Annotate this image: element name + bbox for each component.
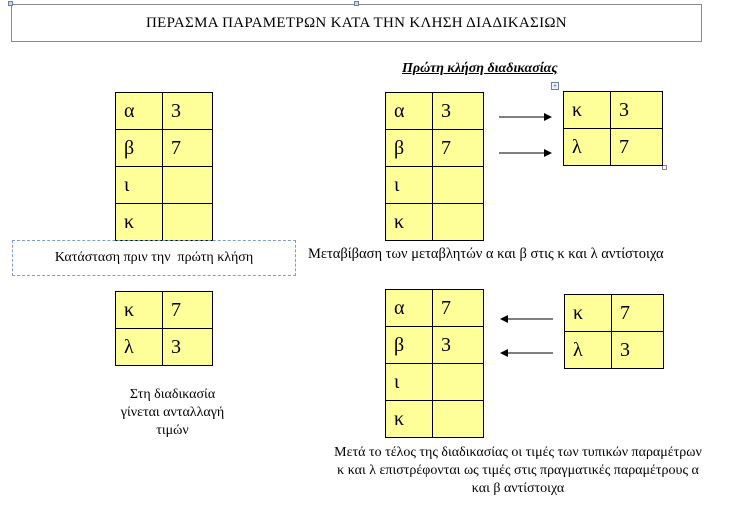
var-value-cell: 3	[611, 92, 663, 129]
var-name-cell: κ	[386, 204, 433, 241]
var-name-cell: λ	[564, 129, 611, 166]
var-value-cell: 3	[163, 329, 213, 366]
var-name-cell: κ	[565, 295, 612, 332]
var-name-cell: λ	[116, 329, 163, 366]
var-name-cell: β	[116, 130, 163, 167]
var-name-cell: κ	[116, 204, 163, 241]
var-name-cell: β	[386, 130, 433, 167]
var-name-cell: ι	[116, 167, 163, 204]
var-name-cell: α	[116, 93, 163, 130]
var-value-cell: 7	[163, 130, 213, 167]
return-caption-line: κ και λ επιστρέφονται ως τιμές στις πραγματικές παραμέτρους α	[337, 463, 699, 478]
var-value-cell: 3	[163, 93, 213, 130]
var-name-cell: ι	[386, 364, 433, 401]
var-name-cell: α	[386, 290, 433, 327]
var-name-cell: λ	[565, 332, 612, 369]
var-value-cell: 7	[163, 292, 213, 329]
swap-caption-line: τιμών	[156, 423, 189, 438]
var-name-cell: β	[386, 327, 433, 364]
return-caption-line: Μετά το τέλος της διαδικασίας οι τιμές των τυπικών παραμέτρων	[334, 445, 702, 460]
var-value-cell: 7	[611, 129, 663, 166]
page-title-text: ΠΕΡΑΣΜΑ ΠΑΡΑΜΕΤΡΩΝ ΚΑΤΑ ΤΗΝ ΚΛΗΣΗ ΔΙΑΔΙΚΑΣΙΩΝ	[146, 14, 567, 31]
var-value-cell: 3	[612, 332, 664, 369]
var-name-cell: κ	[386, 401, 433, 438]
var-value-cell: 7	[433, 130, 484, 167]
var-value-cell: 7	[433, 290, 484, 327]
first-call-subtitle: Πρώτη κλήση διαδικασίας	[402, 61, 558, 76]
return-caption-line: και β αντίστοιχα	[471, 481, 565, 496]
var-value-cell: 7	[612, 295, 664, 332]
var-value-cell: 3	[433, 327, 484, 364]
var-name-cell: α	[386, 93, 433, 130]
first-call-caption: Μεταβίβαση των μεταβλητών α και β στις κ και λ αντίστοιχα	[308, 246, 664, 262]
before-call-caption: Κατάσταση πριν την πρώτη κλήση	[54, 250, 254, 265]
var-value-cell: 3	[433, 93, 484, 130]
var-name-cell: ι	[386, 167, 433, 204]
move-icon[interactable]: +	[551, 82, 559, 90]
var-name-cell: κ	[564, 92, 611, 129]
swap-caption-line: γίνεται ανταλλαγή	[120, 405, 225, 420]
swap-caption-line: Στη διαδικασία	[129, 387, 216, 402]
var-name-cell: κ	[116, 292, 163, 329]
